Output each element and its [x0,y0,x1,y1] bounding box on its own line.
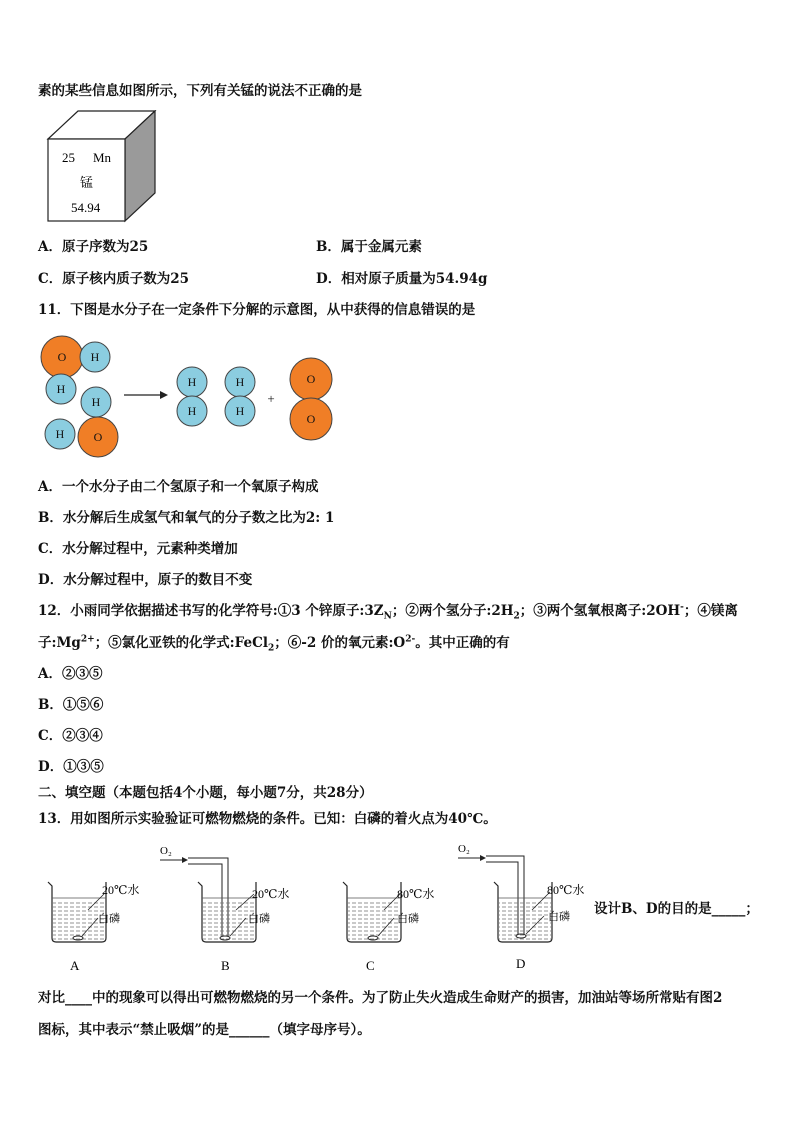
q13-tail: 设计B、D的目的是_____； [594,901,759,917]
element-mass: 54.94 [71,200,101,215]
q12-line2: 子$:Mg^{2+}$；⑤氯化亚铁的化学式:FeCl$_2$；⑥-2 价的氧元素$:O^{2-}$。其中正确的有 [38,634,510,654]
beaker-c [343,882,434,973]
svg-text:H: H [91,395,101,409]
svg-text:B: B [221,958,230,973]
q11-stem: 11．下图是水分子在一定条件下分解的示意图，从中获得的信息错误的是 [38,302,476,318]
reaction-arrow [124,391,168,399]
svg-text:C: C [366,958,375,973]
svg-text:H: H [55,427,65,441]
svg-text:H: H [90,350,100,364]
q11-option-a: A．一个水分子由二个氢原子和一个氧原子构成 [38,479,319,495]
svg-text:O: O [306,372,316,386]
svg-text:80℃水: 80℃水 [397,887,435,901]
element-number: 25 [62,150,75,165]
svg-text:O: O [93,430,103,444]
q13-line2: 对比____中的现象可以得出可燃物燃烧的另一个条件。为了防止失火造成生命财产的损害，加油站等场所常贴有图2 [38,990,723,1006]
svg-text:O₂: O₂ [458,843,470,855]
q10-option-b: B．属于金属元素 [316,239,422,255]
q12-line1: 12．小雨同学依据描述书写的化学符号:①3 个锌原子$:3Z_N$；②两个氢分子$:2H_2$；③两个氢氧根离子:2OH-；④镁离 [38,602,738,622]
beaker-b [160,845,289,973]
element-name: 锰 [80,175,94,190]
beaker-d [458,843,584,971]
q12-option-d: D．①③⑤ [38,759,104,775]
q11-option-b: B．水分解后生成氢气和氧气的分子数之比为2: 1 [38,510,335,526]
plus-sign: + [267,391,275,406]
svg-text:O: O [306,412,316,426]
element-card [46,110,158,228]
q13-line3: 图标，其中表示“禁止吸烟”的是______（填字母序号）。 [38,1022,371,1038]
beaker-experiment-figure [40,838,590,982]
svg-text:H: H [187,375,197,389]
svg-text:H: H [235,375,245,389]
element-symbol: Mn [93,150,112,165]
svg-text:白磷: 白磷 [248,913,270,925]
q11-option-c: C．水分解过程中，元素种类增加 [38,541,238,557]
q10-option-c: C．原子核内质子数为25 [38,271,190,287]
svg-text:H: H [187,404,197,418]
q10-option-d: D．相对原子质量为54.94g [316,271,488,287]
q12-option-b: B．①⑤⑥ [38,697,104,713]
svg-text:80℃水: 80℃水 [547,883,585,897]
beaker-a [48,882,139,973]
q11-option-d: D．水分解过程中，原子的数目不变 [38,572,253,588]
svg-text:20℃水: 20℃水 [252,887,290,901]
svg-text:H: H [235,404,245,418]
section-heading: 二、填空题（本题包括4个小题，每小题7分，共28分） [38,785,373,801]
svg-text:白磷: 白磷 [98,913,120,925]
water-decomposition-diagram [38,333,348,467]
q12-option-a: A．②③⑤ [38,666,103,682]
svg-text:O₂: O₂ [160,845,172,857]
q10-option-a: A．原子序数为25 [38,239,149,255]
svg-text:白磷: 白磷 [397,913,419,925]
q10-stem: 素的某些信息如图所示，下列有关锰的说法不正确的是 [38,83,362,99]
svg-text:白磷: 白磷 [548,911,570,923]
svg-text:H: H [56,382,66,396]
q13-stem: 13．用如图所示实验验证可燃物燃烧的条件。已知：白磷的着火点为40℃。 [38,811,497,827]
svg-text:D: D [516,956,526,971]
svg-text:A: A [70,958,80,973]
svg-text:O: O [57,350,67,364]
svg-text:20℃水: 20℃水 [102,883,140,897]
q12-option-c: C．②③④ [38,728,103,744]
